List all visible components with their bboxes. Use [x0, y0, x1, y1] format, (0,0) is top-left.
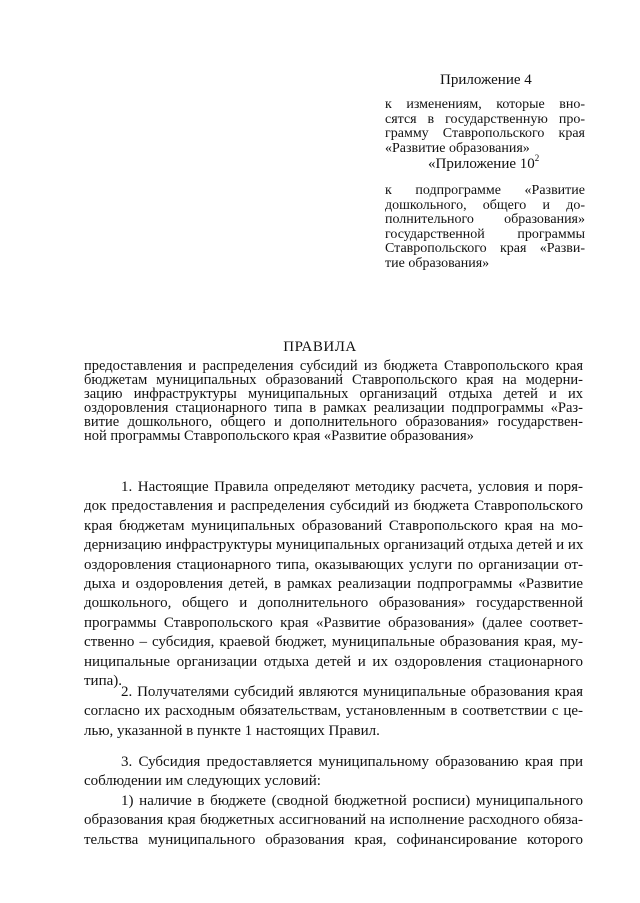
- paragraph-line: соблюдении им следующих условий:: [84, 773, 321, 790]
- appendix2-line: полнительного образования»: [385, 212, 585, 227]
- paragraph-line: края бюджетам муниципальных образований Ставропольского края на мо-: [84, 517, 583, 534]
- paragraph-line: тельства муниципального образования края, софинансирование которого: [84, 831, 583, 848]
- appendix2-line: дошкольного, общего и до-: [385, 197, 585, 213]
- paragraph-1: [84, 478, 583, 691]
- subtitle-line: оздоровления стационарного типа в рамках реализации подпрограммы «Раз-: [84, 400, 583, 416]
- paragraph-line: лью, указанной в пункте 1 настоящих Правил.: [84, 722, 380, 739]
- paragraph-line: оздоровления стационарного типа, оказывающих услуги по организации от-: [84, 556, 583, 573]
- appendix2-title-text: «Приложение 10: [428, 156, 535, 172]
- rules-heading: ПРАВИЛА: [283, 339, 357, 355]
- appendix2-title: [428, 155, 539, 173]
- appendix2-line: государственной программы: [385, 226, 585, 242]
- paragraph-line: образования края бюджетных ассигнований на исполнение расходного обяза-: [84, 812, 583, 829]
- appendix-description: [385, 98, 585, 156]
- appendix-line: «Развитие образования»: [385, 140, 530, 156]
- appendix-line: сятся в государственную про-: [385, 111, 585, 127]
- appendix2-line: тие образования»: [385, 255, 490, 271]
- appendix-line: к изменениям, которые вно-: [385, 97, 585, 112]
- subtitle-line: бюджетам муниципальных образований Ставропольского края на модерни-: [84, 372, 583, 388]
- appendix-title: Приложение 4: [440, 72, 532, 88]
- paragraph-line: док предоставления и распределения субсидий из бюджета Ставропольского: [84, 498, 583, 515]
- appendix2-superscript: 2: [534, 153, 540, 163]
- paragraph-line: дыха и оздоровления детей, в рамках реализации подпрограммы «Развитие: [84, 576, 583, 593]
- appendix2-description: [385, 184, 585, 271]
- paragraph-line: ниципальные организации отдыха детей и их оздоровления стационарного: [84, 653, 583, 670]
- paragraph-line: типа).: [84, 673, 123, 690]
- rules-subtitle: [84, 359, 583, 443]
- paragraph-line: 2. Получателями субсидий являются муниципальные образования края: [121, 684, 583, 700]
- paragraph-line: программы Ставропольского края «Развитие образования» (далее соответ-: [84, 614, 583, 631]
- subtitle-line: витие дошкольного, общего и дополнительного образования» государствен-: [84, 414, 583, 430]
- paragraph-line: 3. Субсидия предоставляется муниципальному образованию края при: [121, 754, 583, 770]
- subtitle-line: ной программы Ставропольского края «Развитие образования»: [84, 428, 474, 444]
- subtitle-line: предоставления и распределения субсидий из бюджета Ставропольского края: [84, 358, 583, 374]
- paragraph-line: 1. Настоящие Правила определяют методику расчета, условия и поря-: [121, 479, 583, 495]
- paragraph-line: ственно – субсидия, краевой бюджет, муниципальные образования края, му-: [84, 634, 583, 651]
- paragraph-3: [84, 753, 583, 850]
- paragraph-line: 1) наличие в бюджете (сводной бюджетной росписи) муниципального: [121, 792, 583, 809]
- paragraph-2: [84, 683, 583, 741]
- paragraph-line: дернизацию инфраструктуры муниципальных организаций отдыха детей и их: [84, 537, 584, 554]
- appendix2-line: к подпрограмме «Развитие: [385, 183, 585, 198]
- paragraph-line: дошкольного, общего и дополнительного образования» государственной: [84, 595, 583, 612]
- subtitle-line: зацию инфраструктуры муниципальных организаций отдыха детей и их: [84, 386, 583, 402]
- paragraph-line: согласно их расходным обязательствам, установленным в соответствии с це-: [84, 703, 583, 720]
- appendix-line: грамму Ставропольского края: [385, 126, 585, 141]
- appendix2-line: Ставропольского края «Разви-: [385, 241, 585, 256]
